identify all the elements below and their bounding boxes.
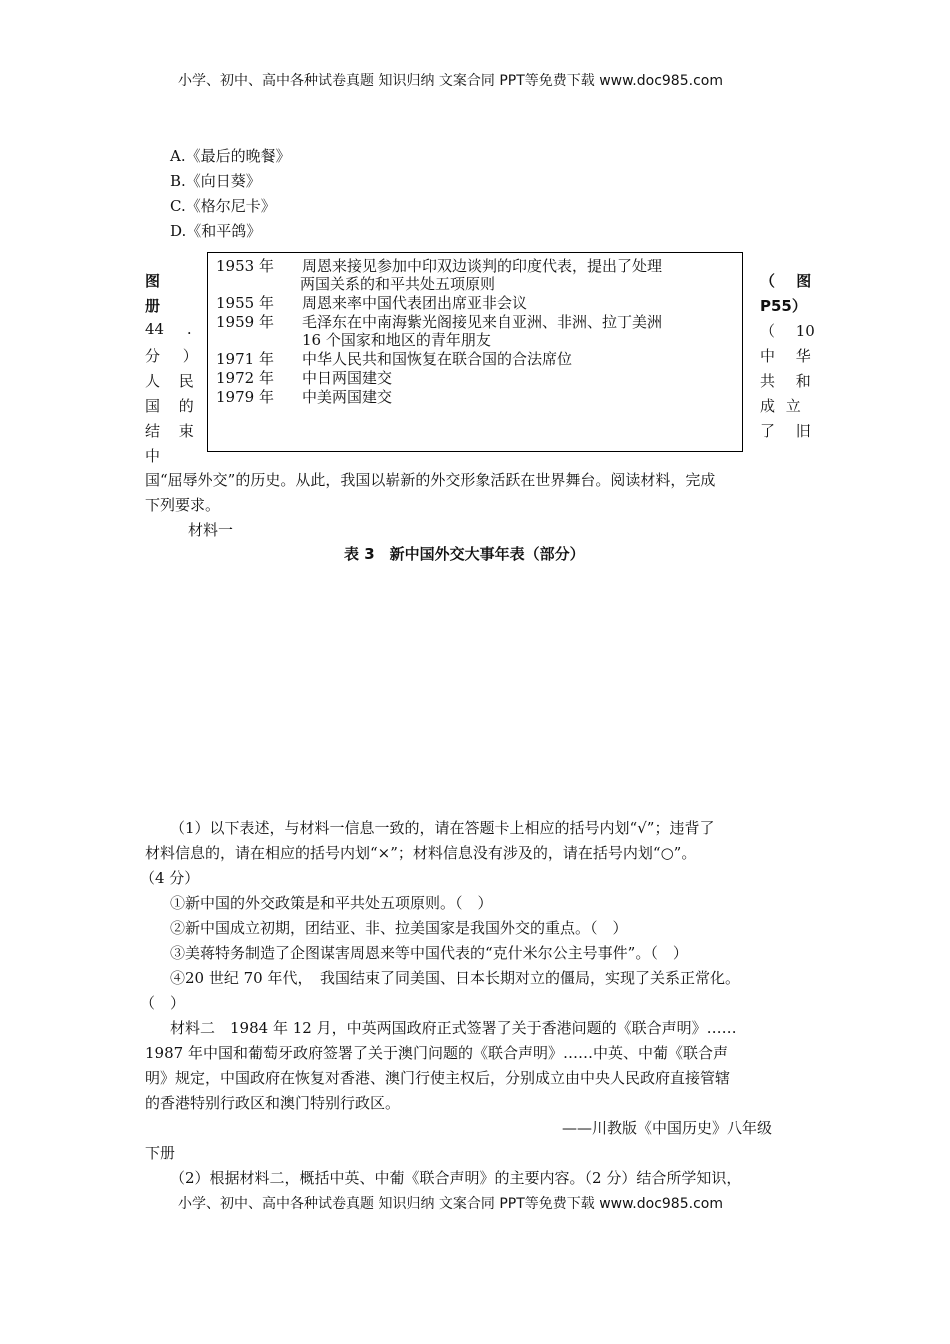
intro-text: 国“屈辱外交”的历史。从此，我国以崭新的外交形象活跃在世界舞台。阅读材料，完成 [145, 471, 716, 489]
side-text-left: 中 [145, 447, 161, 465]
option-d: D.《和平鸽》 [170, 222, 262, 240]
timeline-year: 1955 年 [216, 294, 274, 312]
material-text: 材料二 1984 年 12 月，中英两国政府正式签署了关于香港问题的《联合声明》…… [170, 1019, 737, 1037]
source-citation: 下册 [145, 1144, 176, 1162]
page-footer: 小学、初中、高中各种试卷真题 知识归纳 文案合同 PPT等免费下载 www.doc985.com [178, 1196, 723, 1212]
side-text-left: 人 民 [145, 372, 194, 390]
side-text-right: 中 华 [760, 347, 811, 365]
timeline-year: 1972 年 [216, 369, 274, 387]
timeline-event: 周恩来率中国代表团出席亚非会议 [302, 294, 528, 312]
source-citation: ——川教版《中国历史》八年级 [562, 1119, 773, 1137]
option-b: B.《向日葵》 [170, 172, 261, 190]
question-text: 材料信息的，请在相应的括号内划“×”；材料信息没有涉及的，请在括号内划“○”。 [145, 844, 697, 862]
page-header: 小学、初中、高中各种试卷真题 知识归纳 文案合同 PPT等免费下载 www.doc985.com [178, 73, 723, 89]
side-text-right: P55） [760, 297, 807, 315]
side-text-right: （ 图 [760, 272, 812, 290]
timeline-table [207, 252, 743, 452]
timeline-year: 1979 年 [216, 388, 274, 406]
side-text-left: 图 [145, 272, 161, 290]
side-text-left: 结 束 [145, 422, 194, 440]
question-points: （4 分） [140, 869, 200, 887]
table-title: 表 3 新中国外交大事年表（部分） [344, 545, 585, 563]
timeline-event: 两国关系的和平共处五项原则 [300, 275, 496, 293]
timeline-year: 1953 年 [216, 257, 274, 275]
side-text-left: 44 . [145, 320, 192, 338]
intro-text: 下列要求。 [145, 496, 221, 514]
side-text-right: （ 10 [760, 322, 815, 340]
timeline-event: 毛泽东在中南海紫光阁接见来自亚洲、非洲、拉丁美洲 [302, 313, 663, 331]
material-text: 明》规定，中国政府在恢复对香港、澳门行使主权后，分别成立由中央人民政府直接管辖 [145, 1069, 731, 1087]
side-text-right: 共 和 [760, 372, 811, 390]
statement: ③美蒋特务制造了企图谋害周恩来等中国代表的“克什米尔公主号事件”。（ ） [170, 944, 688, 962]
statement-bracket: （ ） [140, 994, 186, 1012]
timeline-event: 中日两国建交 [302, 369, 393, 387]
statement: ②新中国成立初期，团结亚、非、拉美国家是我国外交的重点。（ ） [170, 919, 628, 937]
material-label: 材料一 [188, 521, 234, 539]
side-text-left: 册 [145, 297, 161, 315]
statement: ④20 世纪 70 年代， 我国结束了同美国、日本长期对立的僵局，实现了关系正常化。 [170, 969, 740, 987]
timeline-event: 16 个国家和地区的青年朋友 [302, 331, 491, 349]
side-text-left: 国 的 [145, 397, 194, 415]
timeline-event: 周恩来接见参加中印双边谈判的印度代表，提出了处理 [302, 257, 663, 275]
question-text: （1）以下表述，与材料一信息一致的，请在答题卡上相应的括号内划“√”；违背了 [170, 819, 715, 837]
option-c: C.《格尔尼卡》 [170, 197, 276, 215]
timeline-year: 1971 年 [216, 350, 274, 368]
statement: ①新中国的外交政策是和平共处五项原则。（ ） [170, 894, 493, 912]
side-text-right: 成 立 [760, 397, 801, 415]
side-text-right: 了 旧 [760, 422, 811, 440]
timeline-event: 中华人民共和国恢复在联合国的合法席位 [302, 350, 573, 368]
material-text: 的香港特别行政区和澳门特别行政区。 [145, 1094, 401, 1112]
question-text: （2）根据材料二，概括中英、中葡《联合声明》的主要内容。（2 分）结合所学知识， [170, 1169, 742, 1187]
material-text: 1987 年中国和葡萄牙政府签署了关于澳门问题的《联合声明》……中英、中葡《联合声 [145, 1044, 728, 1062]
side-text-left: 分 ） [145, 347, 198, 365]
timeline-event: 中美两国建交 [302, 388, 393, 406]
option-a: A.《最后的晚餐》 [170, 147, 291, 165]
timeline-year: 1959 年 [216, 313, 274, 331]
